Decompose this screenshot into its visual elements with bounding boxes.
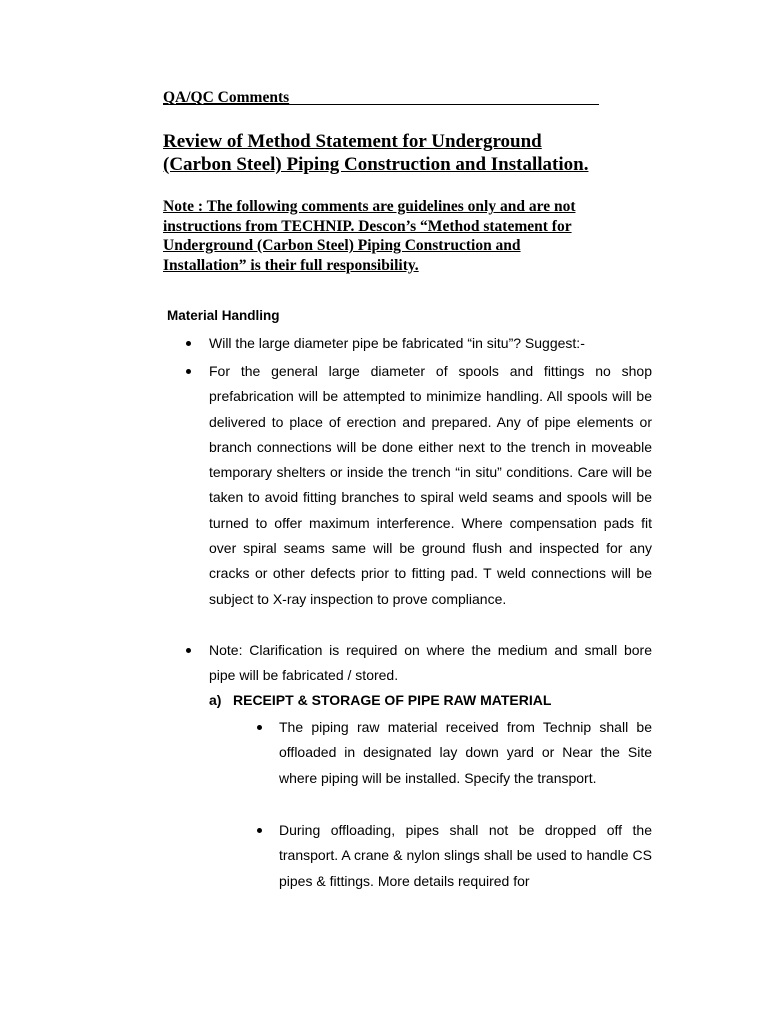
qa-qc-heading: QA/QC Comments: [163, 89, 290, 106]
sub-section-letter: a): [209, 692, 222, 708]
note-line: instructions from TECHNIP. Descon’s “Method statement for: [163, 217, 572, 235]
section-heading: Material Handling: [167, 308, 280, 323]
disclaimer-note: [163, 197, 683, 275]
list-item: Will the large diameter pipe be fabricated “in situ”? Suggest:-: [209, 335, 585, 351]
list-item: During offloading, pipes shall not be dropped off the transport. A crane & nylon slings shall be used to handle CS pipes & fittings. More details required for: [279, 822, 652, 889]
bullet-icon: [186, 648, 191, 653]
bullet-icon: [186, 341, 191, 346]
note-line: Installation” is their full responsibility.: [163, 256, 419, 274]
list-item: Note: Clarification is required on where the medium and small bore pipe will be fabricated / stored.: [209, 642, 652, 684]
document-title: [163, 130, 683, 176]
heading-underline-rule: [163, 104, 599, 105]
sub-section-title: RECEIPT & STORAGE OF PIPE RAW MATERIAL: [233, 692, 552, 708]
note-line: Note : The following comments are guidelines only and are not: [163, 198, 576, 215]
bullet-icon: [257, 828, 262, 833]
bullet-icon: [186, 369, 191, 374]
note-line: Underground (Carbon Steel) Piping Construction and: [163, 237, 521, 254]
sub-section-heading: [209, 692, 551, 708]
title-line: (Carbon Steel) Piping Construction and Installation.: [163, 154, 589, 175]
list-item: The piping raw material received from Technip shall be offloaded in designated lay down yard or Near the Site where piping will be installed. Specify the transport.: [279, 719, 652, 786]
bullet-icon: [257, 725, 262, 730]
title-line: Review of Method Statement for Underground: [163, 131, 542, 152]
list-item: For the general large diameter of spools and fittings no shop prefabrication will be attempted to minimize handling. All spools will be delivered to place of erection and prepared. Any of pipe elements or branch connections will be done either next to the trench in moveable temporary shelters or inside the trench “in situ” conditions. Care will be taken to avoid fitting branches to spiral weld seams and spools will be turned to offer maximum interference. Where compensation pads fit over spiral seams same will be ground flush and inspected for any cracks or other defects prior to fitting pad. T weld connections will be subject to X-ray inspection to prove compliance.: [209, 363, 652, 607]
